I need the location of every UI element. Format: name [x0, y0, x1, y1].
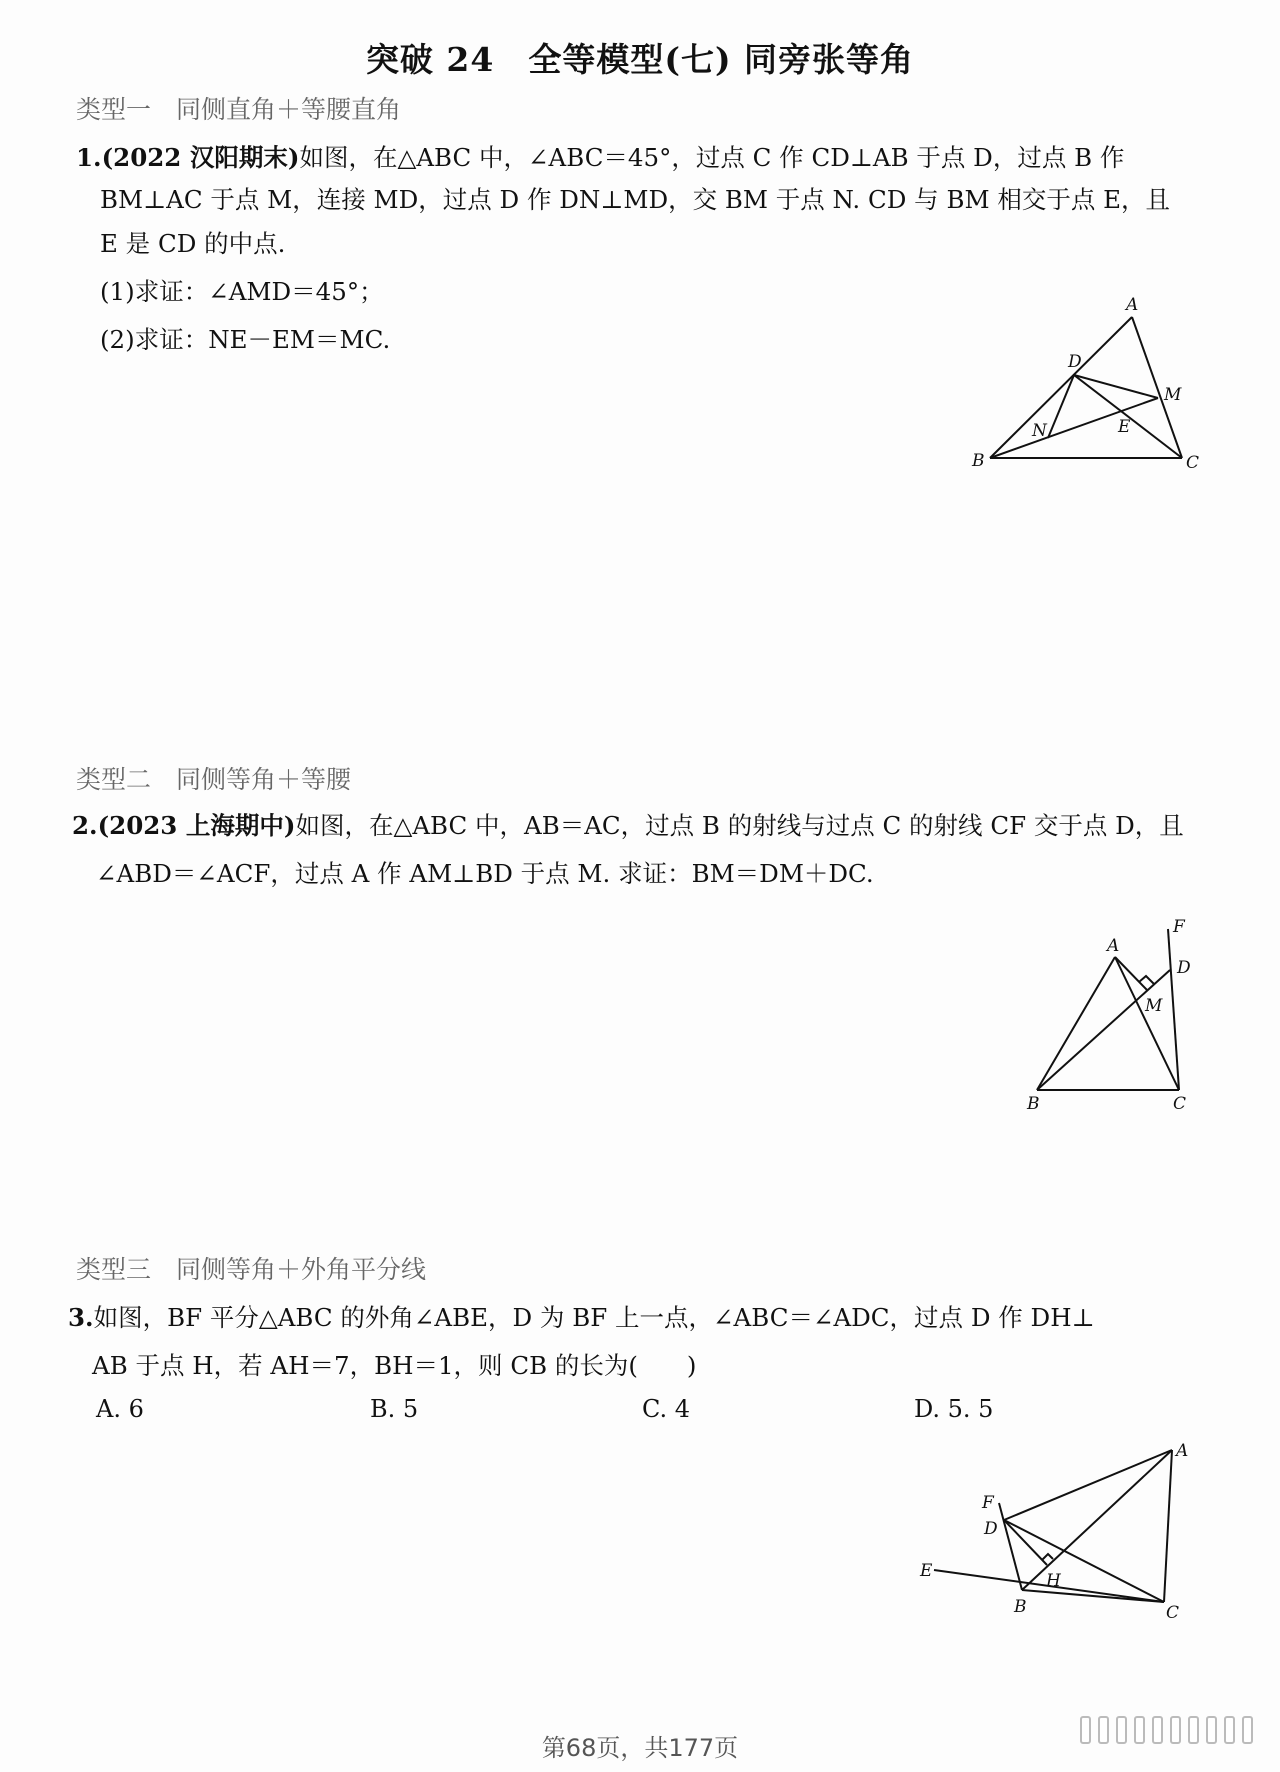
problem-1-text-1: 如图，在△ABC 中，∠ABC＝45°，过点 C 作 CD⊥AB 于点 D，过点 B 作 [299, 143, 1125, 172]
choice-a[interactable]: A. 6 [96, 1395, 144, 1423]
problem-1-source: (2022 汉阳期末) [101, 143, 300, 172]
problem-3-number: 3. [68, 1303, 94, 1332]
problem-1-line-2: BM⊥AC 于点 M，连接 MD，过点 D 作 DN⊥MD，交 BM 于点 N. CD 与 BM 相交于点 E，且 [100, 185, 1171, 214]
label-f: F [1173, 917, 1185, 937]
choice-d[interactable]: D. 5. 5 [914, 1395, 994, 1423]
problem-1-number: 1. [76, 143, 102, 172]
problem-1-question-1: (1)求证：∠AMD＝45°； [100, 277, 384, 306]
segment-bm [990, 398, 1158, 458]
problem-2-line-1 [72, 808, 1184, 844]
section-heading-type-1: 类型一 同侧直角＋等腰直角 [76, 95, 402, 124]
label-a: A [1126, 295, 1139, 315]
page-edge-decoration [1080, 1712, 1280, 1748]
problem-2-source: (2023 上海期中) [97, 811, 296, 840]
label-h: H [1046, 1571, 1061, 1591]
edge-mark [1206, 1716, 1217, 1744]
problem-3-figure [920, 1440, 1200, 1623]
problem-2-figure [1015, 915, 1215, 1125]
label-c: C [1186, 453, 1200, 473]
segment-am [1115, 957, 1147, 990]
right-angle-mark-h [1042, 1554, 1053, 1560]
problem-3-line-2: AB 于点 H，若 AH＝7，BH＝1，则 CB 的长为( ) [92, 1351, 697, 1380]
section-heading-type-3: 类型三 同侧等角＋外角平分线 [76, 1255, 427, 1284]
edge-mark [1242, 1716, 1253, 1744]
label-a: A [1107, 936, 1120, 956]
ray-bf [999, 1503, 1022, 1590]
edge-mark [1188, 1716, 1199, 1744]
edge-mark [1116, 1716, 1127, 1744]
segment-ba [990, 317, 1132, 458]
label-e: E [1118, 417, 1131, 437]
label-c: C [1166, 1603, 1180, 1623]
label-a: A [1176, 1441, 1189, 1461]
segment-ac [1164, 1450, 1172, 1602]
label-d: D [1068, 352, 1082, 372]
label-f: F [982, 1493, 994, 1513]
label-n: N [1032, 421, 1047, 441]
label-b: B [1027, 1094, 1040, 1114]
edge-mark [1224, 1716, 1235, 1744]
problem-1-question-2: (2)求证：NE－EM＝MC. [100, 325, 391, 354]
label-b: B [1014, 1597, 1027, 1617]
edge-mark [1152, 1716, 1163, 1744]
edge-mark [1170, 1716, 1181, 1744]
ray-cf [1168, 929, 1179, 1090]
label-d: D [984, 1519, 998, 1539]
label-c: C [1173, 1094, 1187, 1114]
segment-da [1004, 1450, 1172, 1520]
problem-3-text-1: 如图，BF 平分△ABC 的外角∠ABE，D 为 BF 上一点，∠ABC＝∠ADC，过点 D 作 DH⊥ [93, 1303, 1095, 1332]
page-title: 突破 24 全等模型(七) 同旁张等角 [365, 40, 915, 79]
problem-3-line-1 [68, 1300, 1095, 1336]
segment-dm [1074, 375, 1158, 398]
problem-2-line-2: ∠ABD＝∠ACF，过点 A 作 AM⊥BD 于点 M. 求证：BM＝DM＋DC. [96, 859, 874, 888]
segment-ab [1037, 957, 1115, 1090]
page-footer: 第68页，共177页 [541, 1734, 739, 1762]
label-m: M [1145, 996, 1163, 1016]
label-m: M [1164, 385, 1182, 405]
edge-mark [1098, 1716, 1109, 1744]
problem-1-line-1 [76, 140, 1124, 176]
section-heading-type-2: 类型二 同侧等角＋等腰 [76, 765, 352, 794]
problem-2-text-1: 如图，在△ABC 中，AB＝AC，过点 B 的射线与过点 C 的射线 CF 交于点 D，且 [295, 811, 1184, 840]
edge-mark [1080, 1716, 1091, 1744]
label-e: E [920, 1561, 933, 1581]
edge-mark [1134, 1716, 1145, 1744]
choice-c[interactable]: C. 4 [642, 1395, 691, 1423]
problem-2-number: 2. [72, 811, 98, 840]
problem-1-figure [960, 290, 1200, 480]
problem-1-line-3: E 是 CD 的中点. [100, 229, 286, 258]
choice-b[interactable]: B. 5 [370, 1395, 419, 1423]
label-d: D [1177, 958, 1191, 978]
segment-ba [1022, 1450, 1172, 1590]
label-b: B [972, 451, 985, 471]
